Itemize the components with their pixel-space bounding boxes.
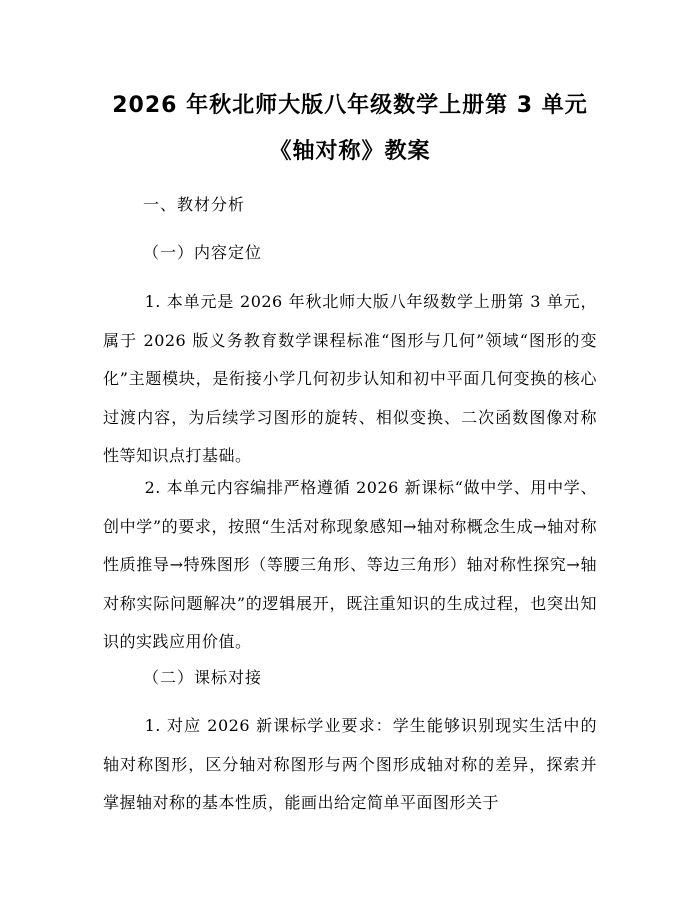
paragraph-content-positioning-2: 2. 本单元内容编排严格遵循 2026 新课标“做中学、用中学、创中学”的要求，按照“生活对称现象感知→轴对称概念生成→轴对称性质推导→特殊图形（等腰三角形、等边三角形）轴对称性探究→轴对称实际问题解决”的逻辑展开，既注重知识的生成过程，也突出知识的实践应用价值。	[103, 478, 597, 652]
paragraph-content-positioning-1: 1. 本单元是 2026 年秋北师大版八年级数学上册第 3 单元，属于 2026 版义务教育数学课程标准“图形与几何”领域“图形的变化”主题模块，是衔接小学几何初步认知和初中平面几何变换的核心过渡内容，为后续学习图形的旋转、相似变换、二次函数图像对称性等知识点打基础。	[103, 292, 597, 466]
subsection-heading-content-positioning: （一）内容定位	[143, 243, 263, 262]
subsection-heading-curriculum-alignment: （二）课标对接	[143, 668, 263, 687]
document-title-line2: 《轴对称》教案	[269, 139, 431, 164]
section-heading-textbook-analysis: 一、教材分析	[143, 195, 246, 214]
paragraph-curriculum-alignment-1: 1. 对应 2026 新课标学业要求：学生能够识别现实生活中的轴对称图形，区分轴对称图形与两个图形成轴对称的差异，探索并掌握轴对称的基本性质，能画出给定简单平面图形关于	[103, 716, 597, 813]
document-title-line1: 2026 年秋北师大版八年级数学上册第 3 单元	[112, 93, 588, 118]
